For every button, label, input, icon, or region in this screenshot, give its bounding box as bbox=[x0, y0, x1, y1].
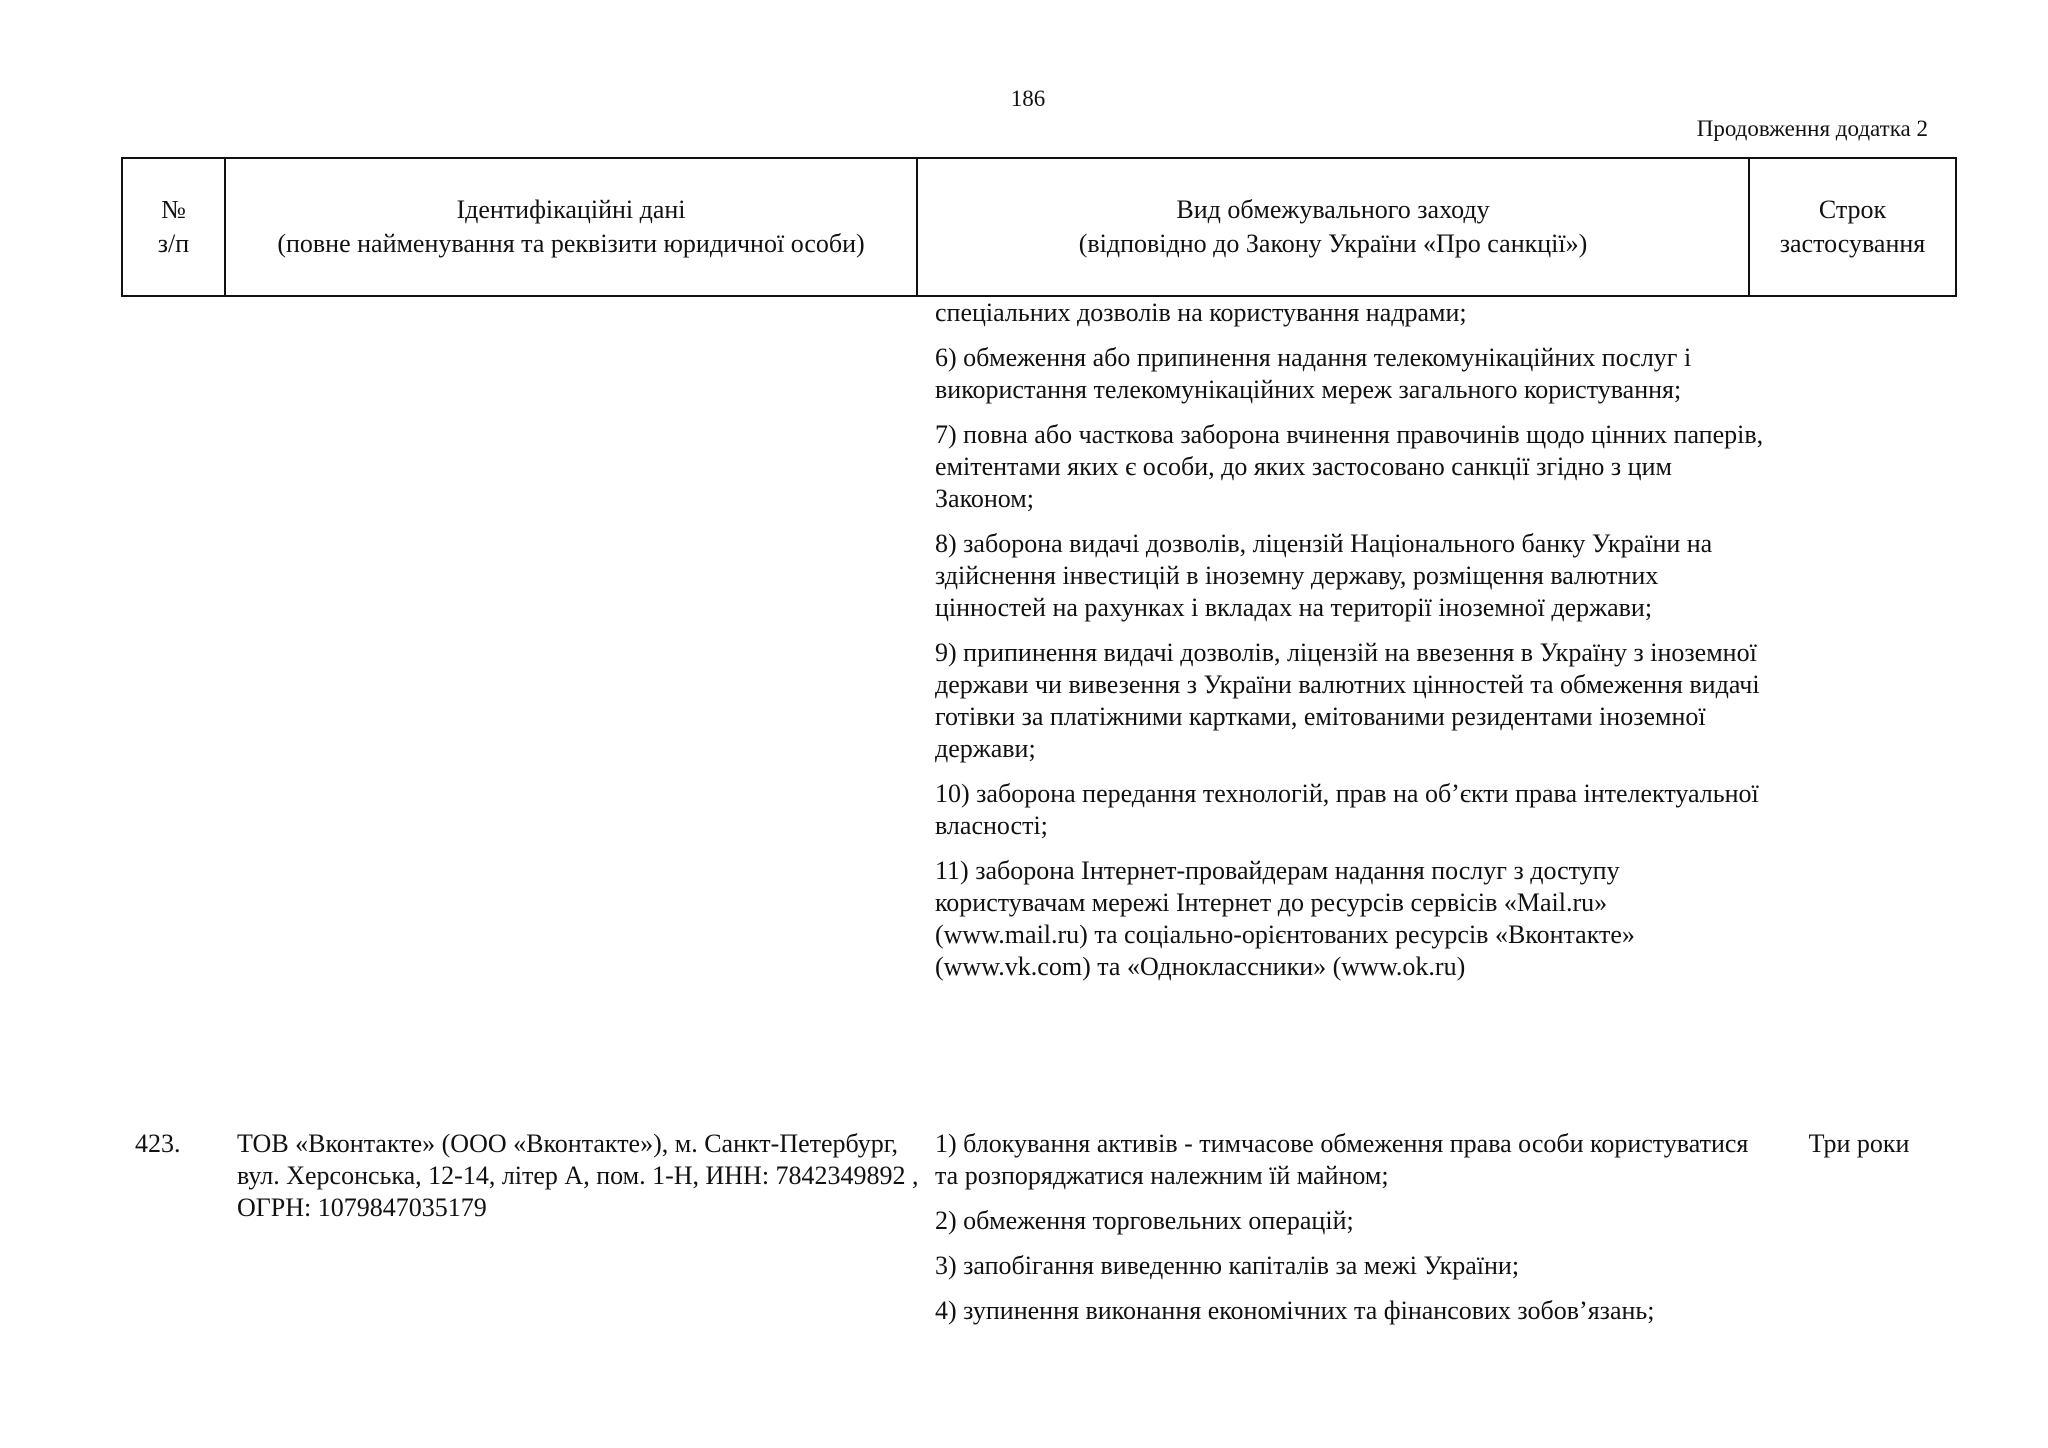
header-identification-column bbox=[226, 159, 918, 295]
header-measure-column bbox=[918, 159, 1750, 295]
header-term-column bbox=[1750, 159, 1955, 295]
header-term-line1: Строк bbox=[1818, 195, 1887, 224]
page-number: 186 bbox=[1010, 86, 1046, 111]
continued-measure-item: 9) припинення видачі дозволів, ліцензій на ввезення в Україну з іноземної держави чи вивезення з України валютних цінностей та обмеження видачі готівки за платіжними картками, емітованими резидентами іноземної держави; bbox=[935, 638, 1760, 763]
row-measure-item: 2) обмеження торговельних операцій; bbox=[935, 1206, 1354, 1235]
continued-measure-item: 8) заборона видачі дозволів, ліцензій Національного банку України на здійснення інвестицій в іноземну державу, розміщення валютних цінностей на рахунках і вкладах на території іноземної держави; bbox=[935, 529, 1713, 622]
table-header bbox=[121, 157, 1957, 297]
header-measure-line1: Вид обмежувального заходу bbox=[1176, 195, 1490, 224]
row-measure-item: 4) зупинення виконання економічних та фінансових зобов’язань; bbox=[935, 1296, 1655, 1325]
continued-measures-list bbox=[935, 297, 1765, 996]
row-measure-item: 1) блокування активів - тимчасове обмеження права особи користуватися та розпоряджатися належним їй майном; bbox=[935, 1129, 1749, 1190]
application-term: Три роки bbox=[1808, 1129, 1910, 1158]
continued-measure-item: 7) повна або часткова заборона вчинення правочинів щодо цінних паперів, емітентами яких є особи, до яких застосовано санкції згідно з цим Законом; bbox=[935, 420, 1764, 513]
header-number-line1: № bbox=[161, 195, 186, 224]
row-measures-list bbox=[935, 1128, 1765, 1340]
continuation-label: Продовження додатка 2 bbox=[1696, 116, 1928, 141]
row-measure-item: 3) запобігання виведенню капіталів за межі України; bbox=[935, 1251, 1520, 1280]
header-identification-line1: Ідентифікаційні дані bbox=[456, 195, 686, 224]
row-number: 423. bbox=[135, 1129, 181, 1158]
continued-measure-item: 11) заборона Інтернет-провайдерам надання послуг з доступу користувачам мережі Інтернет до ресурсів сервісів «Mail.ru» (www.mail.ru) та соціально-орієнтованих ресурсів «Вконтакте» (www.vk.com) та «Одноклассники» (www.ok.ru) bbox=[935, 856, 1635, 981]
header-measure-line2: (відповідно до Закону України «Про санкції») bbox=[1078, 229, 1588, 258]
entity-details: ТОВ «Вконтакте» (ООО «Вконтакте»), м. Санкт-Петербург, вул. Херсонська, 12-14, літер А, пом. 1-Н, ИНН: 7842349892 , ОГРН: 1079847035179 bbox=[237, 1129, 919, 1222]
continued-measure-item: 10) заборона передання технологій, прав на об’єкти права інтелектуальної власності; bbox=[935, 779, 1759, 840]
header-identification-line2: (повне найменування та реквізити юридичної особи) bbox=[277, 229, 865, 258]
continued-measure-item: спеціальних дозволів на користування надрами; bbox=[935, 298, 1467, 327]
header-number-column bbox=[123, 159, 226, 295]
continued-measure-item: 6) обмеження або припинення надання телекомунікаційних послуг і використання телекомунікаційних мереж загального користування; bbox=[935, 343, 1692, 404]
header-term-line2: застосування bbox=[1779, 229, 1926, 258]
header-number-line2: з/п bbox=[157, 229, 190, 258]
